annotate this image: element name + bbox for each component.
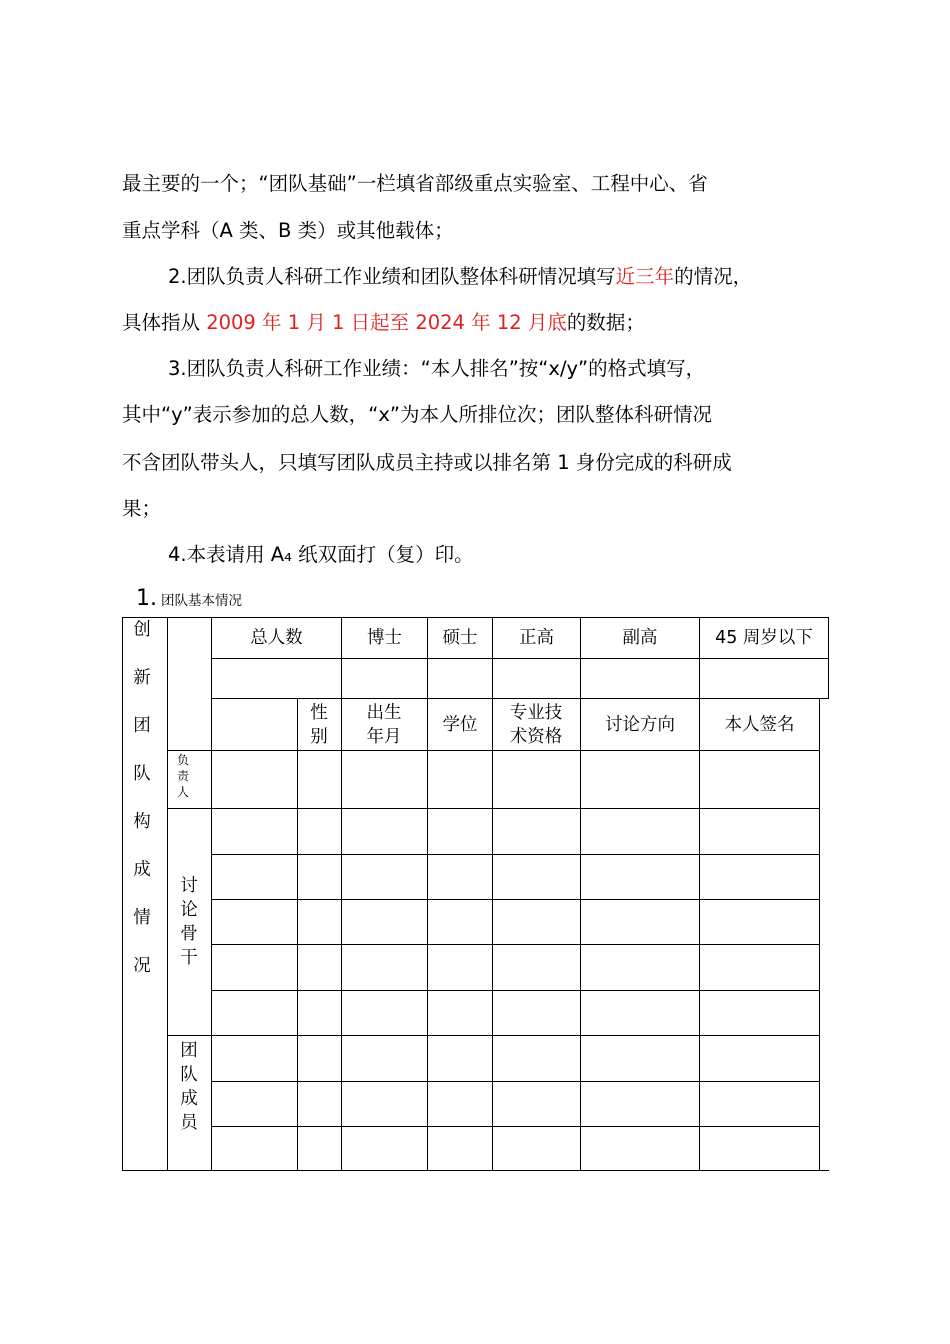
header-phd: 博士 xyxy=(367,628,402,648)
instruction-item2-line2 xyxy=(122,311,645,335)
header-professional-title: 专业技术资格 xyxy=(509,702,563,747)
instruction-item2-line2-suffix: 的数据； xyxy=(566,311,645,334)
instruction-item2-prefix: 2.团队负责人科研工作业绩和团队整体科研情况填写 xyxy=(168,265,616,288)
section-number: 1. xyxy=(136,586,157,611)
header-under-45: 45 周岁以下 xyxy=(715,628,813,648)
header-degree: 学位 xyxy=(442,714,478,735)
instruction-item3-line4: 果； xyxy=(122,497,162,520)
instruction-item4: 4.本表请用 A₄ 纸双面打（复）印。 xyxy=(168,543,474,566)
instruction-item1-line1: 最主要的一个；“团队基础”一栏填省部级重点实验室、工程中心、省 xyxy=(122,172,708,195)
highlight-recent-years: 近三年 xyxy=(615,265,675,288)
instruction-item2-line1 xyxy=(168,265,752,289)
instruction-item2-line2-prefix: 具体指从 xyxy=(122,311,207,334)
header-research-direction: 讨论方向 xyxy=(605,714,675,735)
header-master: 硕士 xyxy=(442,628,478,648)
header-associate-senior: 副高 xyxy=(622,628,658,648)
header-gender: 性别 xyxy=(310,702,328,747)
header-total-count: 总人数 xyxy=(250,628,303,648)
instruction-item3-line3: 不含团队带头人，只填写团队成员主持或以排名第 1 身份完成的科研成 xyxy=(122,451,732,474)
group-label-members: 团队成员 xyxy=(180,1041,198,1133)
side-label-team-composition: 创新团队构成情况 xyxy=(133,620,151,976)
instruction-item2-suffix: 的情况， xyxy=(674,265,753,288)
instruction-item3-line2: 其中“y”表示参加的总人数，“x”为本人所排位次；团队整体科研情况 xyxy=(122,403,712,426)
highlight-date-range: 2009 年 1 月 1 日起至 2024 年 12 月底 xyxy=(206,311,567,334)
header-signature: 本人签名 xyxy=(724,714,795,735)
instruction-item3-line1: 3.团队负责人科研工作业绩：“本人排名”按“x/y”的格式填写， xyxy=(168,357,706,380)
instruction-item1-line2: 重点学科（A 类、B 类）或其他载体； xyxy=(122,219,454,242)
section-title: 团队基本情况 xyxy=(161,593,242,609)
group-label-backbone: 讨论骨干 xyxy=(180,876,198,968)
group-label-leader: 负责人 xyxy=(176,753,189,799)
header-birth-date: 出生年月 xyxy=(366,702,402,747)
header-full-senior: 正高 xyxy=(519,628,554,648)
